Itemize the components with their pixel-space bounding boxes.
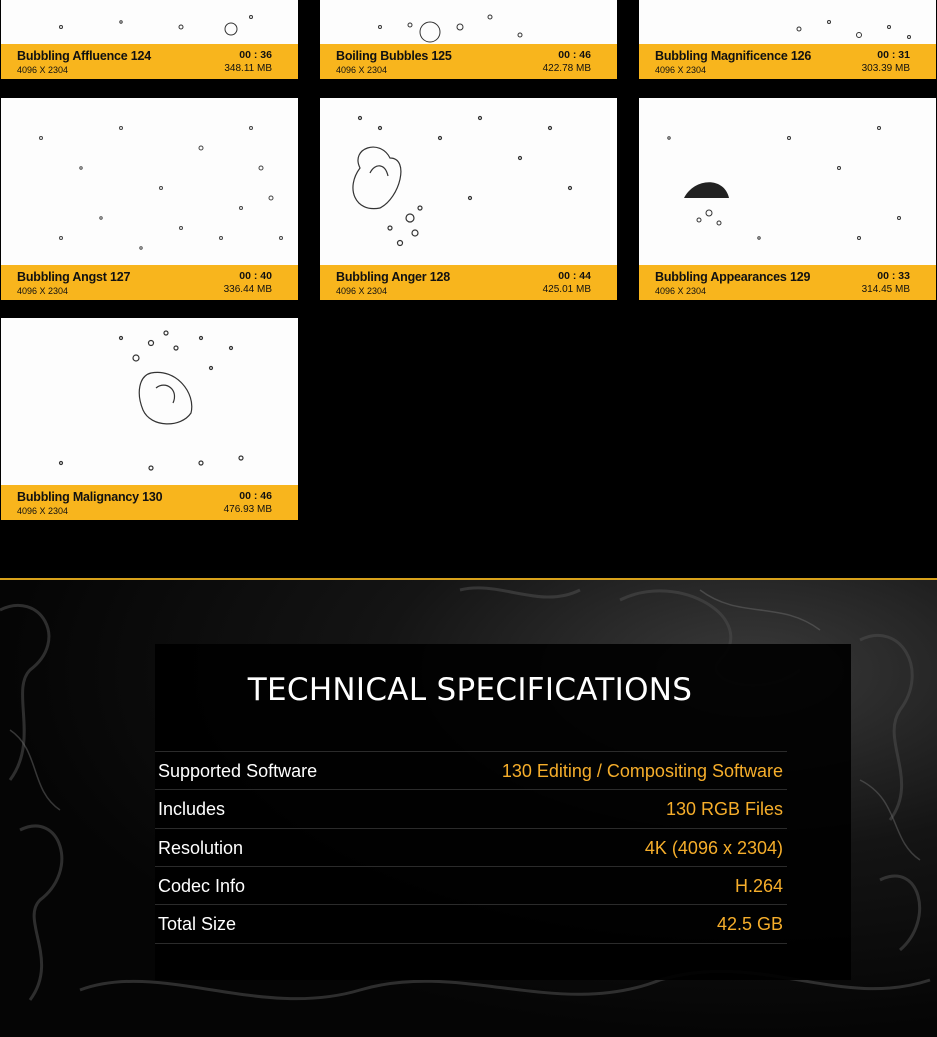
clip-resolution: 4096 X 2304 xyxy=(336,286,388,296)
clip-duration: 00 : 46 xyxy=(558,49,591,61)
clip-title: Bubbling Malignancy 130 xyxy=(17,490,163,504)
clip-caption xyxy=(1,44,298,79)
spec-label: Total Size xyxy=(158,914,237,934)
clip-thumbnail xyxy=(320,98,617,265)
clip-caption xyxy=(320,44,617,79)
clip-tile[interactable] xyxy=(1,318,298,520)
clip-title: Bubbling Appearances 129 xyxy=(655,270,811,284)
clip-caption xyxy=(639,44,936,79)
clip-caption xyxy=(320,265,617,300)
clip-resolution: 4096 X 2304 xyxy=(655,65,707,75)
spec-value: 42.5 GB xyxy=(716,914,783,934)
clip-tile[interactable] xyxy=(1,98,298,300)
spec-row-resolution xyxy=(155,828,787,867)
clip-size: 336.44 MB xyxy=(223,284,272,295)
clip-title: Bubbling Angst 127 xyxy=(17,270,131,284)
clip-caption xyxy=(1,265,298,300)
clip-size: 476.93 MB xyxy=(223,504,272,515)
clip-title: Bubbling Magnificence 126 xyxy=(655,49,812,63)
clip-duration: 00 : 40 xyxy=(239,270,272,282)
clip-size: 425.01 MB xyxy=(542,284,591,295)
clip-title: Bubbling Anger 128 xyxy=(336,270,451,284)
clip-title: Boiling Bubbles 125 xyxy=(336,49,452,63)
clip-duration: 00 : 44 xyxy=(558,270,591,282)
spec-row-supported-software xyxy=(155,751,787,790)
clip-tile[interactable] xyxy=(1,0,298,79)
spec-label: Resolution xyxy=(158,838,244,858)
clip-thumbnail xyxy=(320,0,617,44)
clip-duration: 00 : 33 xyxy=(877,270,910,282)
spec-value: 130 RGB Files xyxy=(665,799,783,819)
clip-tile[interactable] xyxy=(320,98,617,300)
spec-row-total-size xyxy=(155,904,787,944)
clip-thumbnail xyxy=(639,98,936,265)
clip-thumbnail xyxy=(1,98,298,265)
clip-resolution: 4096 X 2304 xyxy=(655,286,707,296)
specs-title: TECHNICAL SPECIFICATIONS xyxy=(247,672,693,708)
clip-duration: 00 : 36 xyxy=(239,49,272,61)
clip-thumbnail xyxy=(639,0,936,44)
clip-title: Bubbling Affluence 124 xyxy=(17,49,152,63)
clip-size: 348.11 MB xyxy=(224,63,272,74)
specs-panel xyxy=(155,644,851,980)
clip-resolution: 4096 X 2304 xyxy=(17,506,69,516)
clip-thumbnail xyxy=(1,0,298,44)
spec-label: Supported Software xyxy=(158,761,318,781)
clip-duration: 00 : 46 xyxy=(239,490,272,502)
spec-label: Includes xyxy=(158,799,226,819)
clip-tile[interactable] xyxy=(320,0,617,79)
clip-size: 422.78 MB xyxy=(542,63,591,74)
clip-size: 303.39 MB xyxy=(861,63,910,74)
clip-size: 314.45 MB xyxy=(861,284,910,295)
clip-tile[interactable] xyxy=(639,98,936,300)
clip-caption xyxy=(1,485,298,520)
spec-label: Codec Info xyxy=(158,876,246,896)
specs-section xyxy=(0,580,937,1037)
clip-tile[interactable] xyxy=(639,0,936,79)
spec-row-includes xyxy=(155,789,787,828)
spec-value: 4K (4096 x 2304) xyxy=(644,838,783,858)
spec-row-codec-info xyxy=(155,866,787,905)
clip-thumbnail xyxy=(1,318,298,485)
clip-resolution: 4096 X 2304 xyxy=(17,65,69,75)
clip-duration: 00 : 31 xyxy=(877,49,910,61)
spec-value: H.264 xyxy=(734,876,783,896)
clip-resolution: 4096 X 2304 xyxy=(17,286,69,296)
clip-caption xyxy=(639,265,936,300)
clip-resolution: 4096 X 2304 xyxy=(336,65,388,75)
spec-value: 130 Editing / Compositing Software xyxy=(501,761,783,781)
